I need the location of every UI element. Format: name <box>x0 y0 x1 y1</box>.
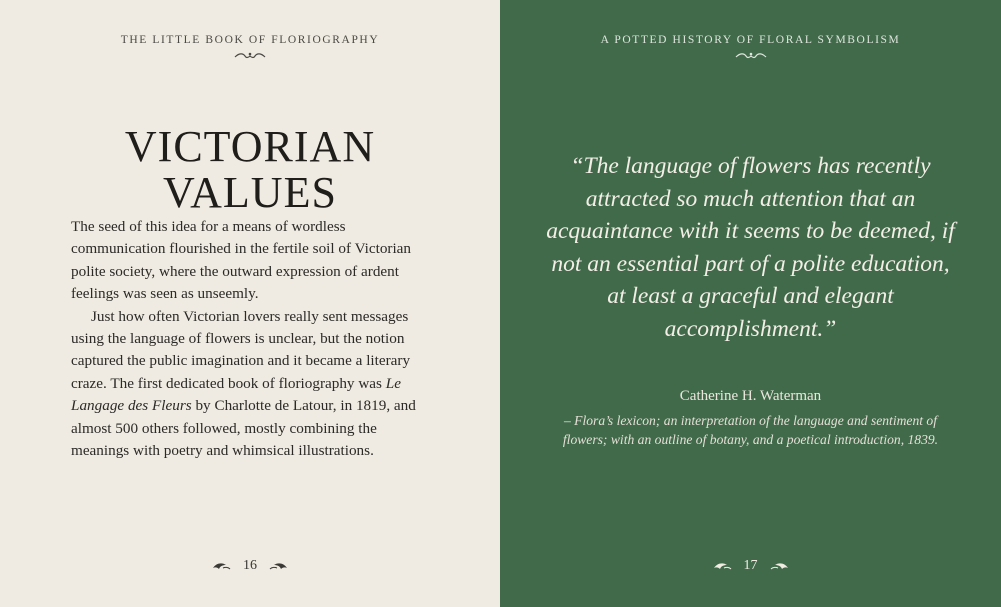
pull-quote: “The language of flowers has recently attracted so much attention that an acquaintance with it seems to be deemed, if not an essential part of a polite education, at least a graceful and elegant accomplishment.” <box>546 153 955 342</box>
page-number-right <box>500 558 1001 574</box>
page-title <box>0 124 500 216</box>
paragraph-1: The seed of this idea for a means of wordless communication flourished in the fertile soil of Victorian polite society, where the outward expression of ardent feelings was seen as unseemly. <box>71 218 412 303</box>
title-line-1: VICTORIAN <box>124 122 376 171</box>
running-head-right: A POTTED HISTORY OF FLORAL SYMBOLISM <box>600 34 901 46</box>
paragraph-2-text-before: Just how often Victorian lovers really sent messages using the language of flowers is unclear, but the notion captured the public imagination and it became a literary craze. The first dedicated book of floriography was <box>71 307 411 392</box>
page-number: 17 <box>743 558 758 573</box>
flourish-ornament-icon <box>734 50 768 62</box>
right-page <box>500 0 1001 607</box>
quote-author: Catherine H. Waterman <box>679 388 822 404</box>
body-text <box>71 216 431 462</box>
running-head-left: THE LITTLE BOOK OF FLORIOGRAPHY <box>120 34 380 46</box>
book-title: Le Langage des Fleurs <box>71 374 401 415</box>
quote-source: – Flora’s lexicon; an interpretation of the language and sentiment of flowers; with an outline of botany, and a poetical introduction, 1839. <box>562 413 939 447</box>
page-number-left <box>0 558 500 574</box>
leaf-ornament-icon <box>211 560 231 572</box>
leaf-ornament-icon <box>269 560 289 572</box>
paragraph-2-text-after: by Charlotte de Latour, in 1819, and almost 500 others followed, mostly combining the meanings with poetry and whimsical illustrations. <box>71 397 416 460</box>
leaf-ornament-icon <box>712 560 732 572</box>
paragraph-2 <box>71 306 431 463</box>
title-line-2: VALUES <box>163 168 337 217</box>
leaf-ornament-icon <box>770 560 790 572</box>
page-number: 16 <box>243 558 257 573</box>
left-page <box>0 0 500 607</box>
flourish-ornament-icon <box>233 50 267 62</box>
